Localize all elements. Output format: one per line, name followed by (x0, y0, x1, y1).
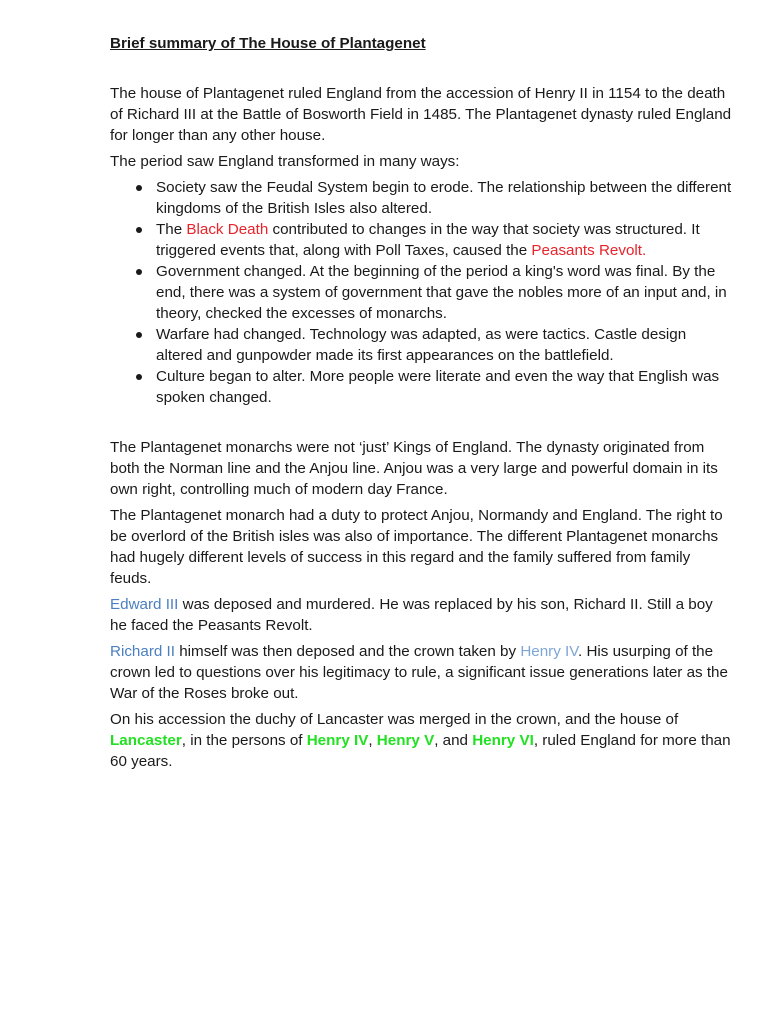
edward-iii-name: Edward III (110, 596, 179, 613)
lancaster-highlight: Lancaster (110, 732, 182, 749)
document-title: Brief summary of The House of Plantagenet (110, 35, 426, 52)
bullet-text: The (156, 221, 187, 238)
bullet-warfare: Warfare had changed. Technology was adapted, as were tactics. Castle design altered and gunpowder made its first appearances on the battlefield. (156, 324, 732, 366)
bullet-text: contributed to changes in the way that society was structured. It triggered events that, along with Poll Taxes, caused the (156, 221, 700, 259)
richard-ii-name: Richard II (110, 643, 175, 660)
lancaster-text: On his accession the duchy of Lancaster was merged in the crown, and the house of (110, 711, 679, 728)
lancaster-text: , ruled England for more than 60 years. (110, 732, 731, 770)
bullet-government: Government changed. At the beginning of the period a king's word was final. By the end, there was a system of government that gave the nobles more of an input and, in theory, checked the excesses of monarchs. (156, 261, 732, 324)
peasants-revolt-highlight: Peasants Revolt. (531, 242, 647, 259)
intro-paragraph: The house of Plantagenet ruled England from the accession of Henry II in 1154 to the death of Richard III at the Battle of Bosworth Field in 1485. The Plantagenet dynasty ruled England for longer than any other house. (110, 85, 732, 144)
changes-bullet-list (110, 177, 732, 408)
edward-paragraph (110, 594, 732, 636)
monarchs-paragraph: The Plantagenet monarchs were not ‘just’ Kings of England. The dynasty originated from both the Norman line and the Anjou line. Anjou was a very large and powerful domain in its own right, controlling much of modern day France. (110, 439, 718, 498)
richard-text-rest: . His usurping of the crown led to questions over his legitimacy to rule, a significant issue generations later as the War of the Roses broke out. (110, 643, 728, 702)
richard-text: himself was then deposed and the crown taken by (175, 643, 521, 660)
henry-vi-highlight: Henry VI (472, 732, 534, 749)
lancaster-text: , (368, 732, 377, 749)
henry-iv-highlight: Henry IV (306, 732, 369, 749)
black-death-highlight: Black Death (186, 221, 269, 238)
duty-paragraph: The Plantagenet monarch had a duty to protect Anjou, Normandy and England. The right to be overlord of the British isles was also of importance. The different Plantagenet monarchs had hugely different levels of success in this regard and the family suffered from family feuds. (110, 507, 723, 587)
henry-iv-name: Henry IV (520, 643, 578, 660)
bullet-society: Society saw the Feudal System begin to erode. The relationship between the different kingdoms of the British Isles also altered. (156, 179, 732, 217)
lancaster-text: , in the persons of (181, 732, 307, 749)
document-body (110, 33, 732, 777)
lancaster-text: , and (434, 732, 473, 749)
bullet-black-death (156, 219, 732, 261)
period-lead-paragraph: The period saw England transformed in many ways: (110, 153, 460, 170)
henry-v-highlight: Henry V (376, 732, 435, 749)
lancaster-paragraph (110, 709, 732, 772)
richard-paragraph (110, 641, 732, 704)
edward-text: was deposed and murdered. He was replaced by his son, Richard II. Still a boy he faced the Peasants Revolt. (110, 596, 713, 634)
bullet-culture: Culture began to alter. More people were literate and even the way that English was spoken changed. (156, 366, 732, 408)
